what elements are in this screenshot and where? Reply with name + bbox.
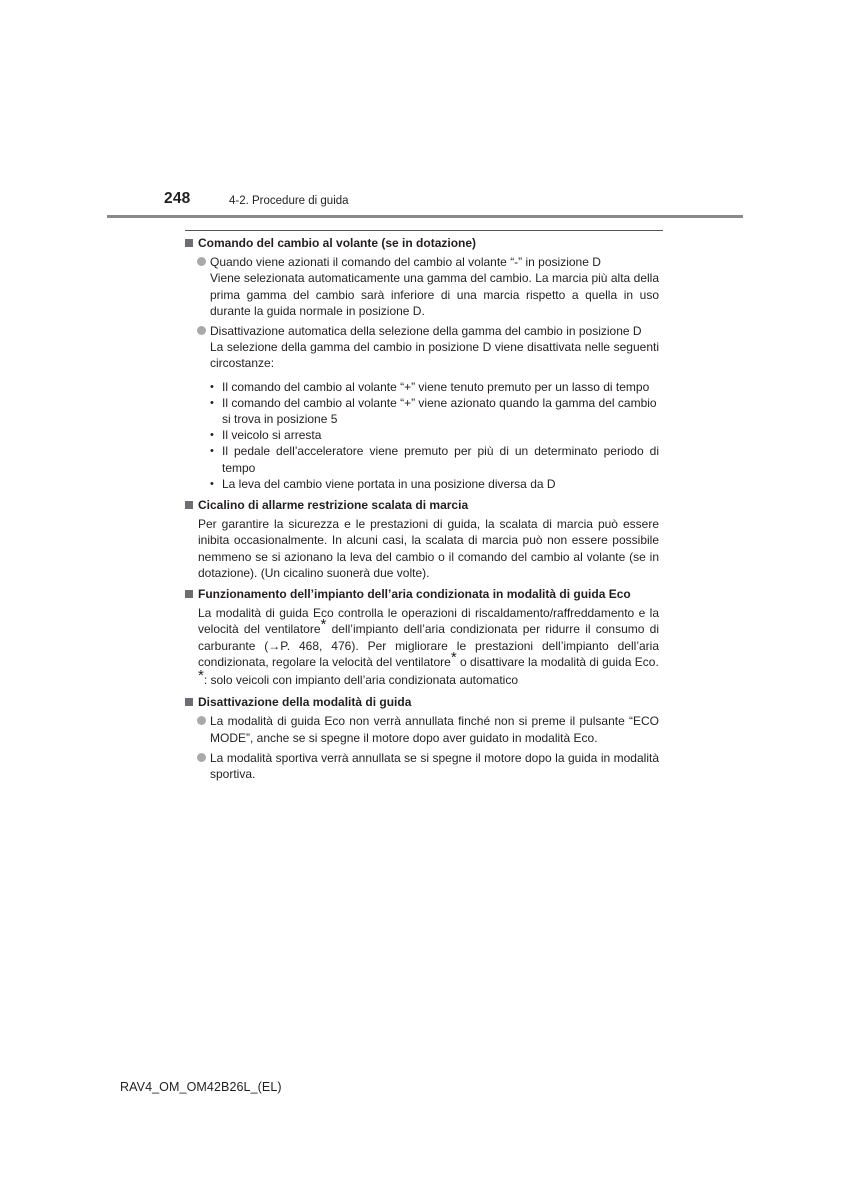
bullet-title: Quando viene azionati il comando del cambio al volante “-” in posizione D bbox=[210, 255, 601, 270]
section-paddle-shift bbox=[185, 235, 659, 492]
text-part: o disattivare la modalità di guida Eco. bbox=[456, 654, 659, 669]
page-number: 248 bbox=[164, 190, 191, 207]
section-downshift-buzzer bbox=[185, 497, 659, 581]
bullet-item: La modalità sportiva verrà annullata se si spegne il motore dopo la guida in modalità sportiva. bbox=[185, 750, 659, 782]
list-item: • Il comando del cambio al volante “+” viene azionato quando la gamma del cambio si trova in posizione 5 bbox=[185, 395, 659, 427]
text-part: dell’impianto dell’aria condizionata per ridurre il consumo di carburante (→P. 468, 476). Per migliorare le prestazioni dell’impianto dell’aria condizionata, regolare la velocità del ventilatore bbox=[198, 622, 660, 669]
bullet-item bbox=[185, 323, 659, 372]
list-item: • Il pedale dell’acceleratore viene premuto per più di un determinato periodo di tempo bbox=[185, 443, 659, 475]
footnote-asterisk: * bbox=[198, 667, 204, 685]
footer-code: RAV4_OM_OM42B26L_(EL) bbox=[120, 1080, 282, 1094]
bullet-item: La modalità di guida Eco non verrà annullata finché non si preme il pulsante “ECO MODE”, anche se si spegne il motore dopo aver guidato in modalità Eco. bbox=[185, 713, 659, 745]
section-text bbox=[185, 605, 659, 670]
list-item: • Il veicolo si arresta bbox=[185, 427, 659, 443]
section-breadcrumb: 4-2. Procedure di guida bbox=[229, 195, 349, 207]
list-item: • La leva del cambio viene portata in una posizione diversa da D bbox=[185, 476, 659, 492]
section-heading: Comando del cambio al volante (se in dotazione) bbox=[185, 235, 659, 251]
list-item: • Il comando del cambio al volante “+” viene tenuto premuto per un lasso di tempo bbox=[185, 379, 659, 395]
page-content bbox=[185, 235, 659, 782]
header-divider bbox=[107, 215, 743, 218]
footnote-asterisk: * bbox=[450, 648, 457, 666]
bullet-title: Disattivazione automatica della selezione della gamma del cambio in posizione D bbox=[210, 324, 642, 339]
section-drive-mode-deactivation bbox=[185, 694, 659, 782]
conditions-list bbox=[185, 379, 659, 492]
section-heading: Cicalino di allarme restrizione scalata di marcia bbox=[185, 497, 659, 513]
bullet-item bbox=[185, 254, 659, 319]
section-heading: Funzionamento dell’impianto dell’aria condizionata in modalità di guida Eco bbox=[185, 586, 659, 602]
footnote bbox=[185, 667, 659, 688]
bullet-text: La selezione della gamma del cambio in posizione D viene disattivata nelle seguenti circostanze: bbox=[210, 340, 659, 371]
content-divider bbox=[185, 230, 663, 231]
section-heading: Disattivazione della modalità di guida bbox=[185, 694, 659, 710]
section-eco-air-conditioning bbox=[185, 586, 659, 688]
footnote-text: : solo veicoli con impianto dell’aria condizionata automatico bbox=[203, 673, 519, 688]
section-text: Per garantire la sicurezza e le prestazioni di guida, la scalata di marcia può essere inibita occasionalmente. In alcuni casi, la scalata di marcia può non essere possibile nemmeno se si azionano la leva del cambio o il comando del cambio al volante (se in dotazione). (Un cicalino suonerà due volte). bbox=[198, 517, 659, 580]
bullet-text: Viene selezionata automaticamente una gamma del cambio. La marcia più alta della prima gamma del cambio sarà inferiore di una marcia rispetto a quella in uso durante la guida normale in posizione D. bbox=[210, 271, 659, 318]
footnote-asterisk: * bbox=[320, 616, 327, 634]
text-part: La modalità di guida Eco controlla le operazioni di riscaldamento/raffreddamento e la velocità del ventilatore bbox=[198, 606, 659, 637]
